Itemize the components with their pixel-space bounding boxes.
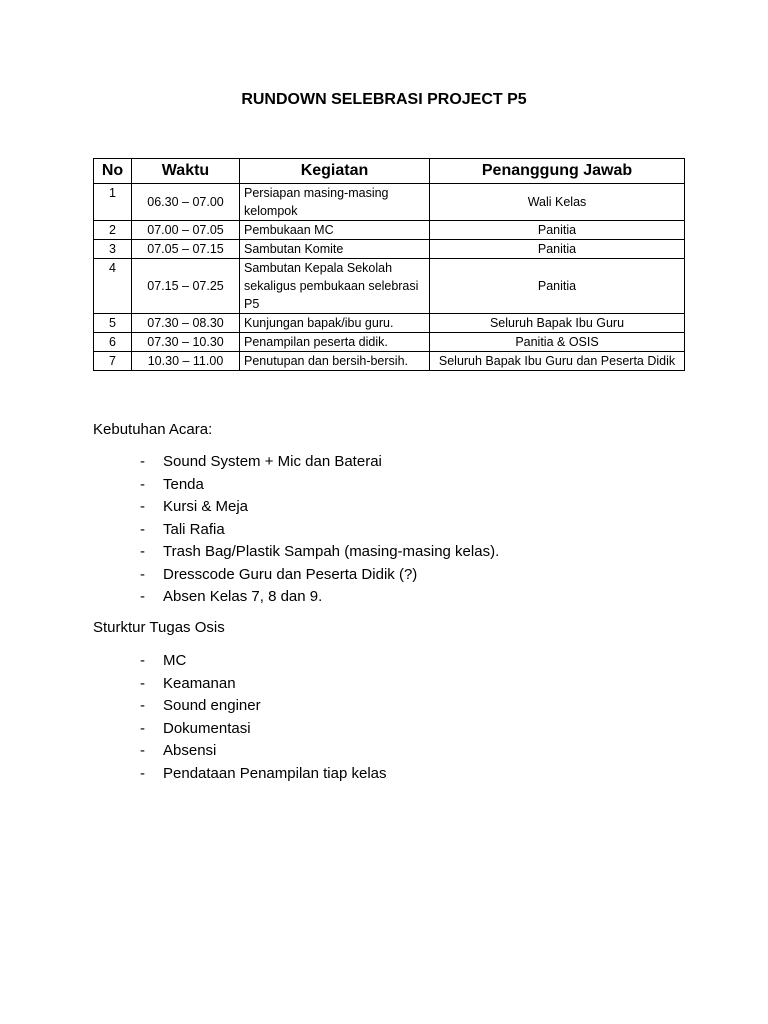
cell-waktu: 07.05 – 07.15 [132, 240, 240, 259]
struktur-tugas-heading: Sturktur Tugas Osis [93, 619, 225, 636]
list-item-text: Absen Kelas 7, 8 dan 9. [163, 588, 323, 605]
cell-no: 7 [94, 352, 132, 371]
cell-penanggung-jawab: Seluruh Bapak Ibu Guru dan Peserta Didik [430, 352, 685, 371]
dash-bullet: - [140, 453, 145, 470]
dash-bullet: - [140, 697, 145, 714]
dash-bullet: - [140, 543, 145, 560]
list-item-text: Keamanan [163, 674, 236, 692]
cell-no: 5 [94, 314, 132, 333]
table-row [94, 314, 685, 333]
dash-bullet: - [140, 652, 145, 669]
cell-waktu: 06.30 – 07.00 [132, 184, 240, 221]
list-item [140, 740, 387, 763]
cell-waktu: 07.15 – 07.25 [132, 259, 240, 314]
list-item-text: Sound System + Mic dan Baterai [163, 453, 382, 470]
cell-kegiatan: Penutupan dan bersih-bersih. [240, 352, 430, 371]
cell-waktu: 07.30 – 10.30 [132, 333, 240, 352]
list-item [140, 718, 387, 741]
list-item [140, 474, 499, 497]
cell-waktu: 07.30 – 08.30 [132, 314, 240, 333]
list-item [140, 564, 499, 587]
list-item-text: Trash Bag/Plastik Sampah (masing-masing kelas). [163, 543, 500, 560]
cell-no: 2 [94, 221, 132, 240]
cell-no: 6 [94, 333, 132, 352]
cell-kegiatan: Pembukaan MC [240, 221, 430, 240]
list-item [140, 541, 499, 564]
table-row [94, 352, 685, 371]
table-row [94, 221, 685, 240]
list-item [140, 763, 387, 786]
dash-bullet: - [140, 742, 145, 759]
list-item [140, 586, 499, 609]
list-item [140, 451, 499, 474]
cell-waktu: 10.30 – 11.00 [132, 352, 240, 371]
dash-bullet: - [140, 498, 145, 515]
cell-penanggung-jawab: Panitia [430, 259, 685, 314]
header-penanggung-jawab: Penanggung Jawab [430, 159, 685, 184]
list-item-text: Dresscode Guru dan Peserta Didik (?) [163, 565, 418, 583]
table-row [94, 240, 685, 259]
struktur-tugas-list [140, 650, 387, 785]
list-item-text: Dokumentasi [163, 719, 251, 737]
cell-no: 1 [94, 184, 132, 221]
cell-kegiatan: Penampilan peserta didik. [240, 333, 430, 352]
cell-penanggung-jawab: Wali Kelas [430, 184, 685, 221]
cell-no: 4 [94, 259, 132, 314]
list-item [140, 519, 499, 542]
cell-penanggung-jawab: Panitia [430, 221, 685, 240]
list-item-text: Sound enginer [163, 697, 261, 714]
table-row [94, 333, 685, 352]
table-header-row [94, 159, 685, 184]
header-kegiatan: Kegiatan [240, 159, 430, 184]
dash-bullet: - [140, 719, 145, 737]
cell-waktu: 07.00 – 07.05 [132, 221, 240, 240]
table-row [94, 259, 685, 314]
list-item [140, 650, 387, 673]
list-item-text: MC [163, 652, 187, 669]
list-item-text: Absensi [163, 742, 217, 759]
cell-kegiatan: Kunjungan bapak/ibu guru. [240, 314, 430, 333]
cell-no: 3 [94, 240, 132, 259]
list-item-text: Kursi & Meja [163, 498, 249, 515]
dash-bullet: - [140, 520, 145, 538]
rundown-table [93, 158, 685, 371]
dash-bullet: - [140, 588, 145, 605]
cell-kegiatan: Sambutan Kepala Sekolah sekaligus pembukaan selebrasi P5 [240, 259, 430, 314]
kebutuhan-acara-list [140, 451, 499, 609]
cell-kegiatan: Sambutan Komite [240, 240, 430, 259]
list-item-text: Pendataan Penampilan tiap kelas [163, 764, 387, 782]
list-item-text: Tali Rafia [163, 520, 225, 538]
cell-kegiatan: Persiapan masing-masing kelompok [240, 184, 430, 221]
list-item [140, 673, 387, 696]
dash-bullet: - [140, 764, 145, 782]
list-item [140, 695, 387, 718]
kebutuhan-acara-heading: Kebutuhan Acara: [93, 421, 213, 438]
cell-penanggung-jawab: Seluruh Bapak Ibu Guru [430, 314, 685, 333]
dash-bullet: - [140, 674, 145, 692]
list-item-text: Tenda [163, 475, 204, 493]
cell-penanggung-jawab: Panitia & OSIS [430, 333, 685, 352]
dash-bullet: - [140, 475, 145, 493]
cell-penanggung-jawab: Panitia [430, 240, 685, 259]
table-row [94, 184, 685, 221]
list-item [140, 496, 499, 519]
header-waktu: Waktu [132, 159, 240, 184]
document-title: RUNDOWN SELEBRASI PROJECT P5 [241, 91, 527, 108]
dash-bullet: - [140, 565, 145, 583]
header-no: No [94, 159, 132, 184]
